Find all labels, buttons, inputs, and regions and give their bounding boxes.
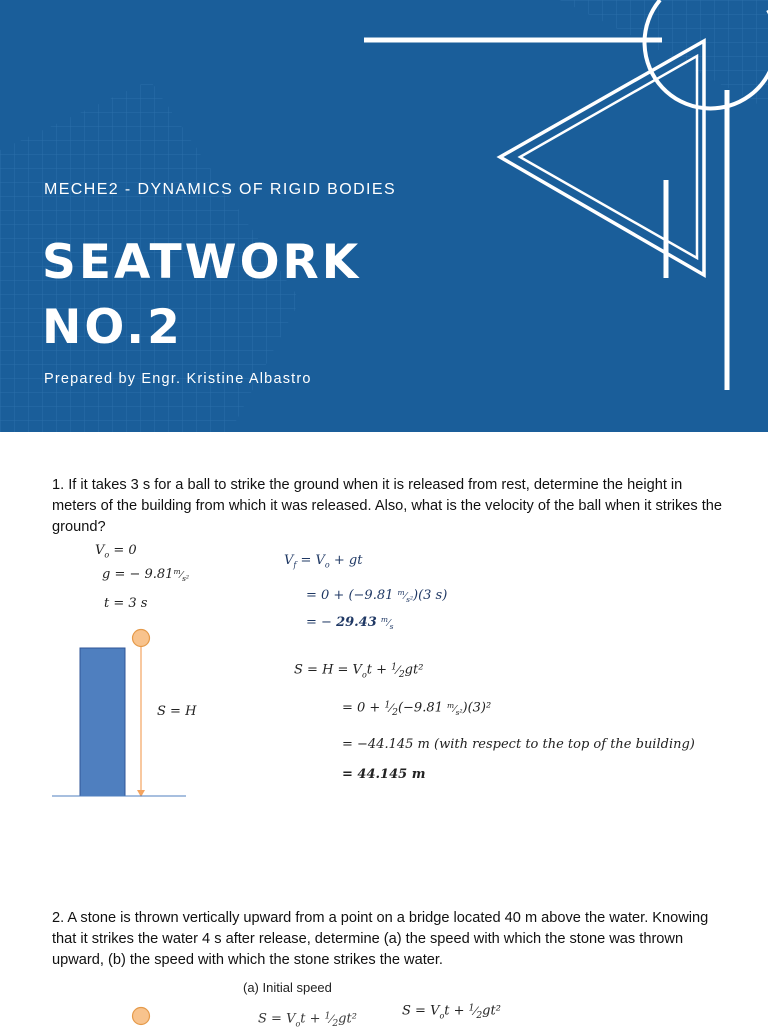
problem-2-text: 2. A stone is thrown vertically upward from a point on a bridge located 40 m above the water. Knowing that it strikes the water 4 s after release, determine (a) the speed with which the stone was thrown upward, (b) the speed with which the stone strikes the water. — [52, 910, 709, 968]
height-result: = 44.145 m — [342, 767, 426, 782]
grid-pattern-left — [0, 0, 768, 432]
triangle-outer — [500, 41, 704, 275]
ball — [133, 630, 150, 647]
decorative-lines — [0, 0, 768, 432]
problem-1-text: 1. If it takes 3 s for a ball to strike the ground when it is released from rest, determine the height in meters of the building from which it was released. Also, what is the velocity of the ball when it strikes the ground? — [52, 477, 723, 535]
building — [80, 648, 125, 796]
problem-2-formula: $S = V_ot$ + $^1⁄_2gt^2$ — [402, 1002, 501, 1021]
velocity-substitution: = 0 + (−9.81 $^m⁄_{s^2})(3$ s) — [306, 588, 448, 604]
height-formula: $S = H = V_ot$ + $^1⁄_2gt^2$ — [294, 661, 424, 680]
cover-banner — [0, 0, 768, 432]
stone-ball — [128, 1002, 156, 1026]
given-t: t = 3 s — [104, 596, 148, 611]
title-line-1: SEATWORK — [42, 235, 362, 290]
problem-2-formula-partial: $S = V_ot$ + $^1⁄_2gt^2$ — [258, 1010, 357, 1029]
height-result-relative: = −44.145 m (with respect to the top of the building) — [342, 737, 695, 752]
velocity-result: = − 29.43 $^m⁄_s$ — [306, 615, 394, 631]
part-a-label: (a) Initial speed — [243, 980, 332, 995]
given-g: g = − $9.81^m⁄_{s^2}$ — [102, 567, 189, 583]
title-line-2: NO.2 — [42, 300, 183, 355]
diagram-label: S = H — [157, 704, 197, 719]
velocity-formula: $V_f = V_o$ + gt — [284, 553, 363, 570]
given-vo: $V_o = 0$ — [95, 543, 137, 560]
height-substitution: = $0 + ^1⁄_2(-9.81$ $^m⁄_{s^2})(3)^2$ — [342, 699, 492, 718]
course-name: MECHE2 - DYNAMICS OF RIGID BODIES — [44, 181, 397, 198]
page-title — [42, 230, 361, 360]
prepared-by: Prepared by Engr. Kristine Albastro — [44, 371, 312, 387]
triangle-inner — [520, 56, 697, 258]
